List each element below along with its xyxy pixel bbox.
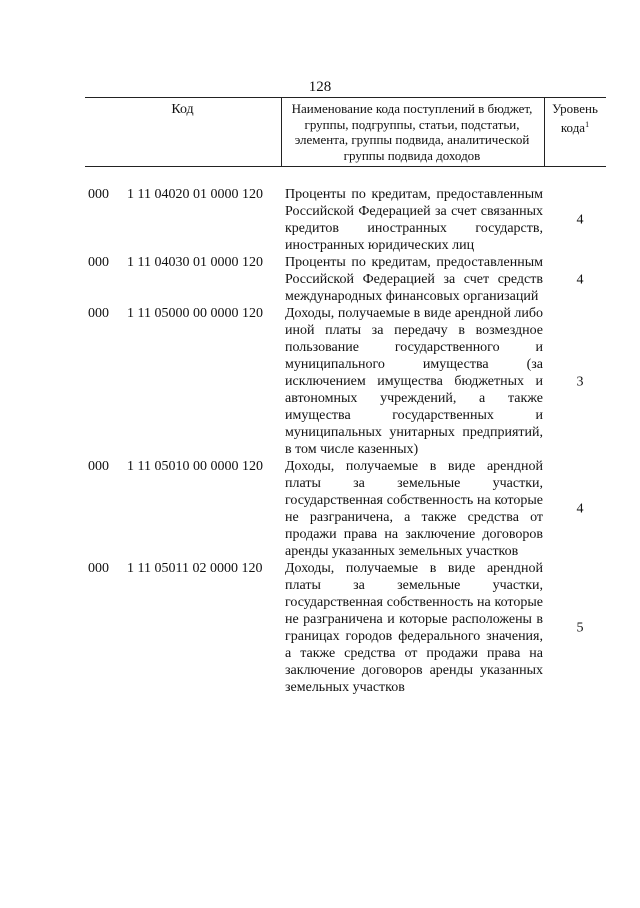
row-level: 5	[576, 620, 584, 636]
table-row	[0, 560, 640, 696]
row-code: 1 11 04030 01 0000 120	[127, 255, 263, 270]
row-prefix: 000	[88, 306, 109, 321]
row-prefix: 000	[88, 255, 109, 270]
table-row	[0, 305, 640, 458]
header-level	[544, 101, 606, 135]
table-row	[0, 254, 640, 305]
header-code: Код	[171, 102, 194, 117]
row-name: Доходы, получаемые в виде арендной либо иной платы за передачу в возмездное пользование государственного и муниципального имущества (за исключением имущества бюджетных и автономных учреждений, а также имущества государственных и муниципальных унитарных предприятий, в том числе казенных)	[285, 306, 543, 457]
row-name: Доходы, получаемые в виде арендной платы за земельные участки, государственная собственность на которые не разграничена и которые расположены в границах городов федерального значения, а также средства от продажи права на заключение договоров аренды указанных земельных участков	[285, 561, 543, 695]
row-name: Проценты по кредитам, предоставленным Российской Федерацией за счет связанных кредитов иностранных государств, иностранных юридических лиц	[285, 187, 543, 253]
row-level: 3	[576, 374, 584, 389]
row-code: 1 11 05010 00 0000 120	[127, 459, 263, 474]
row-code: 1 11 04020 01 0000 120	[127, 187, 263, 202]
row-level: 4	[576, 501, 584, 517]
header-level-label: Уровень кода	[552, 101, 598, 135]
row-name: Проценты по кредитам, предоставленным Российской Федерацией за счет средств международных финансовых организаций	[285, 255, 543, 304]
row-prefix: 000	[88, 561, 109, 576]
row-code: 1 11 05000 00 0000 120	[127, 306, 263, 321]
table-body	[0, 186, 640, 696]
table-row	[0, 458, 640, 560]
header-level-footnote: 1	[585, 119, 590, 129]
row-code: 1 11 05011 02 0000 120	[127, 561, 263, 576]
row-name: Доходы, получаемые в виде арендной платы за земельные участки, государственная собственность на которые не разграничена, а также средства от продажи права на заключение договоров аренды указанных земельных участков	[285, 459, 543, 559]
header-name: Наименование кода поступлений в бюджет, группы, подгруппы, статьи, подстатьи, элемента, группы подвида, аналитической группы подвида доходов	[291, 101, 533, 163]
row-level: 4	[576, 212, 584, 228]
row-prefix: 000	[88, 459, 109, 474]
table-row	[0, 186, 640, 254]
table-header	[85, 97, 606, 167]
row-prefix: 000	[88, 187, 109, 202]
row-level: 4	[576, 272, 584, 287]
page-number: 128	[308, 79, 332, 95]
